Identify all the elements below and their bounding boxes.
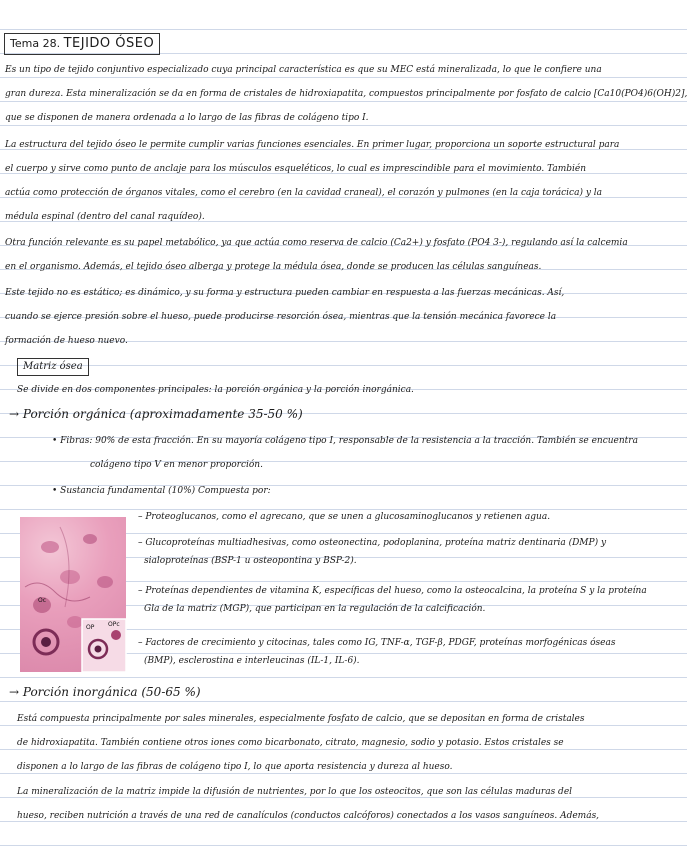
fibers-line-1: • Fibras: 90% de esta fracción. En su mayoría colágeno tipo I, responsable de la resistencia a la tracción. También se encuentra [52, 436, 638, 446]
item-glycoproteins-2: sialoproteínas (BSP-1 u osteopontina y BSP-2). [144, 556, 357, 566]
functions-line-4: médula espinal (dentro del canal raquídeo). [5, 212, 205, 222]
dynamic-line-1: Este tejido no es estático; es dinámico, y su forma y estructura pueden cambiar en respuesta a las fuerzas mecánicas. Así, [5, 288, 565, 298]
item-vitamin-k-1: – Proteínas dependientes de vitamina K, específicas del hueso, como la osteocalcina, la proteína S y la proteína [138, 586, 647, 596]
page-title [4, 33, 160, 55]
final-line-2: hueso, reciben nutrición a través de una red de canalículos (conductos calcóforos) conectados a los vasos sanguíneos. Además, [17, 811, 600, 821]
op-label: OP [86, 624, 95, 631]
item-growth-factors-1: – Factores de crecimiento y citocinas, tales como IG, TNF-α, TGF-β, PDGF, proteínas morfogénicas óseas [138, 638, 616, 648]
topic-number: Tema 28. [10, 37, 61, 50]
oc-label: Oc [38, 597, 47, 604]
histology-drawing [20, 517, 126, 672]
intro-line-2: gran dureza. Esta mineralización se da en forma de cristales de hidroxiapatita, compuestos principalmente por fosfato de calcio [Ca10(PO4)6(OH)2], [5, 89, 687, 99]
inorganic-line-2: de hidroxiapatita. También contiene otros iones como bicarbonato, citrato, magnesio, sodio y potasio. Estos cristales se [17, 738, 564, 748]
item-vitamin-k-2: Gla de la matriz (MGP), que participan en la regulación de la calcificación. [144, 604, 486, 614]
intro-line-3: que se disponen de manera ordenada a lo largo de las fibras de colágeno tipo I. [5, 113, 369, 123]
fibers-line-2: colágeno tipo V en menor proporción. [90, 460, 263, 470]
item-growth-factors-2: (BMP), esclerostina e interleucinas (IL-1, IL-6). [144, 656, 360, 666]
inorganic-heading: → Porción inorgánica (50-65 %) [9, 685, 201, 699]
opc-label: OPc [108, 621, 120, 628]
item-glycoproteins-1: – Glucoproteínas multiadhesivas, como osteonectina, podoplanina, proteína matriz dentinaria (DMP) y [138, 538, 607, 548]
functions-line-1: La estructura del tejido óseo le permite cumplir varias funciones esenciales. En primer lugar, proporciona un soporte estructural para [5, 140, 620, 150]
functions-line-3: actúa como protección de órganos vitales, como el cerebro (en la cavidad craneal), el corazón y pulmones (en la caja torácica) y la [5, 188, 603, 198]
matrix-intro: Se divide en dos componentes principales: la porción orgánica y la porción inorgánica. [17, 385, 414, 395]
topic-title: TEJIDO ÓSEO [63, 36, 155, 51]
metabolic-line-1: Otra función relevante es su papel metabólico, ya que actúa como reserva de calcio (Ca2+) y fosfato (PO4 3-), regulando así la calcemia [5, 238, 628, 248]
matrix-heading-box: Matriz ósea [17, 358, 89, 376]
ground-substance: • Sustancia fundamental (10%) Compuesta por: [52, 486, 271, 496]
functions-line-2: el cuerpo y sirve como punto de anclaje para los músculos esqueléticos, lo cual es imprescindible para el movimiento. También [5, 164, 587, 174]
bone-histology-image [20, 517, 126, 672]
intro-line-1: Es un tipo de tejido conjuntivo especializado cuya principal característica es que su MEC está mineralizada, lo que le confiere una [5, 65, 602, 75]
final-line-1: La mineralización de la matriz impide la difusión de nutrientes, por lo que los osteocitos, que son las células maduras del [17, 787, 573, 797]
item-proteoglycans: – Proteoglucanos, como el agrecano, que se unen a glucosaminoglucanos y retienen agua. [138, 512, 551, 522]
dynamic-line-2: cuando se ejerce presión sobre el hueso, puede producirse resorción ósea, mientras que la tensión mecánica favorece la [5, 312, 557, 322]
metabolic-line-2: en el organismo. Además, el tejido óseo alberga y protege la médula ósea, donde se producen las células sanguíneas. [5, 262, 542, 272]
organic-heading: → Porción orgánica (aproximadamente 35-50 %) [9, 407, 303, 421]
dynamic-line-3: formación de hueso nuevo. [5, 336, 128, 346]
inorganic-line-3: disponen a lo largo de las fibras de colágeno tipo I, lo que aporta resistencia y dureza al hueso. [17, 762, 453, 772]
inorganic-line-1: Está compuesta principalmente por sales minerales, especialmente fosfato de calcio, que se depositan en forma de cristales [17, 714, 585, 724]
